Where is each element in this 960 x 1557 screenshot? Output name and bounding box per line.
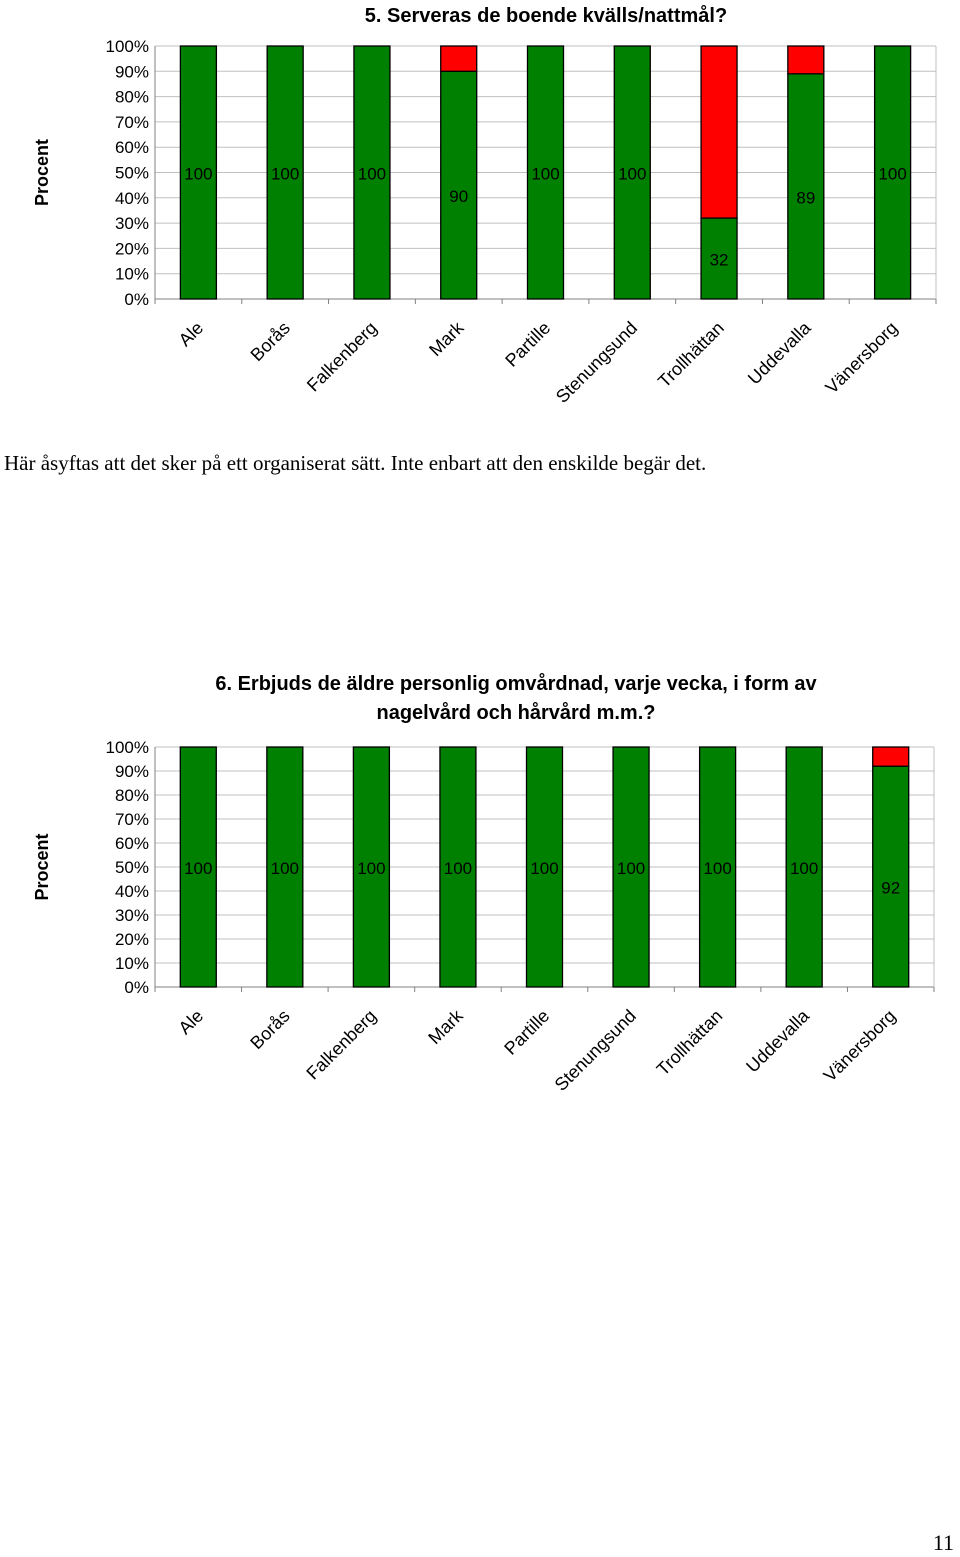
y-tick-label: 70%: [114, 810, 149, 829]
y-tick-label: 40%: [114, 188, 149, 208]
data-label: 100: [618, 164, 647, 184]
y-axis-label: Procent: [32, 138, 52, 207]
y-tick-label: 70%: [114, 112, 149, 132]
x-tick-label: Partille: [501, 317, 555, 371]
x-tick-label: Ale: [174, 1005, 208, 1039]
x-tick-label: Partille: [500, 1005, 554, 1059]
data-label: 100: [530, 859, 559, 878]
data-label: 100: [616, 859, 646, 878]
y-tick-label: 0%: [124, 978, 149, 997]
data-label: 100: [443, 859, 473, 878]
x-tick-label: Stenungsund: [550, 1005, 640, 1095]
bar-no: [441, 46, 477, 71]
data-label: 89: [796, 188, 816, 208]
y-tick-label: 40%: [114, 882, 149, 901]
chart-title: nagelvård och hårvård m.m.?: [376, 702, 656, 724]
data-label: 100: [789, 859, 819, 878]
x-tick-label: Trollhättan: [652, 1005, 727, 1080]
data-label: 100: [703, 859, 732, 878]
y-tick-label: 50%: [114, 163, 149, 183]
x-tick-label: Borås: [246, 317, 294, 366]
y-tick-label: 100%: [105, 738, 149, 757]
chart-omvardnad-svg: [0, 660, 960, 1120]
chart-kvallsmal-svg: [0, 0, 960, 440]
y-tick-label: 60%: [114, 138, 149, 158]
x-tick-label: Borås: [246, 1005, 294, 1054]
data-label: 90: [449, 187, 469, 207]
bar-yes: [873, 766, 909, 987]
y-tick-label: 90%: [114, 62, 149, 82]
y-tick-label: 0%: [124, 290, 149, 309]
y-tick-label: 90%: [114, 762, 149, 781]
bar-yes: [441, 71, 477, 299]
y-tick-label: 10%: [114, 264, 149, 284]
chart-title: 5. Serveras de boende kvälls/nattmål?: [364, 5, 728, 27]
x-tick-label: Stenungsund: [551, 317, 642, 407]
y-tick-label: 10%: [114, 954, 149, 973]
x-tick-label: Uddevalla: [743, 317, 815, 389]
x-tick-label: Trollhättan: [654, 317, 728, 392]
data-label: 92: [881, 878, 901, 898]
y-tick-label: 50%: [114, 858, 149, 877]
y-tick-label: 30%: [114, 214, 149, 234]
chart-title: 6. Erbjuds de äldre personlig omvårdnad, varje vecka, i form av: [215, 673, 817, 695]
y-axis-label: Procent: [32, 833, 52, 901]
x-tick-label: Falkenberg: [302, 317, 381, 396]
x-tick-label: Ale: [174, 317, 208, 351]
x-tick-label: Falkenberg: [302, 1005, 381, 1084]
x-tick-label: Mark: [425, 317, 468, 361]
chart-note: Här åsyftas att det sker på ett organiserat sätt. Inte enbart att den enskilde begär det.: [4, 451, 707, 475]
data-label: 100: [270, 164, 300, 184]
y-tick-label: 20%: [114, 930, 149, 949]
x-tick-label: Vänersborg: [819, 1005, 900, 1086]
y-tick-label: 60%: [114, 834, 149, 853]
bar-no: [701, 46, 737, 218]
bar-no: [788, 46, 824, 74]
y-tick-label: 80%: [114, 786, 149, 805]
data-label: 100: [357, 164, 387, 184]
data-label: 100: [184, 859, 213, 878]
bar-yes: [788, 74, 824, 299]
bar-no: [873, 747, 909, 766]
data-label: 32: [709, 250, 729, 270]
y-tick-label: 100%: [105, 37, 149, 56]
y-tick-label: 80%: [114, 87, 149, 107]
data-label: 100: [878, 164, 907, 184]
x-tick-label: Vänersborg: [821, 317, 902, 398]
data-label: 100: [270, 859, 300, 878]
x-tick-label: Mark: [424, 1005, 467, 1049]
y-tick-label: 20%: [114, 239, 149, 259]
data-label: 100: [184, 164, 213, 184]
x-tick-label: Uddevalla: [742, 1005, 813, 1077]
chart-kvallsmal: [0, 0, 960, 440]
page-number: 11: [932, 1530, 954, 1555]
data-label: 100: [531, 164, 560, 184]
chart-omvardnad: [0, 660, 960, 1120]
data-label: 100: [357, 859, 386, 878]
y-tick-label: 30%: [114, 906, 149, 925]
